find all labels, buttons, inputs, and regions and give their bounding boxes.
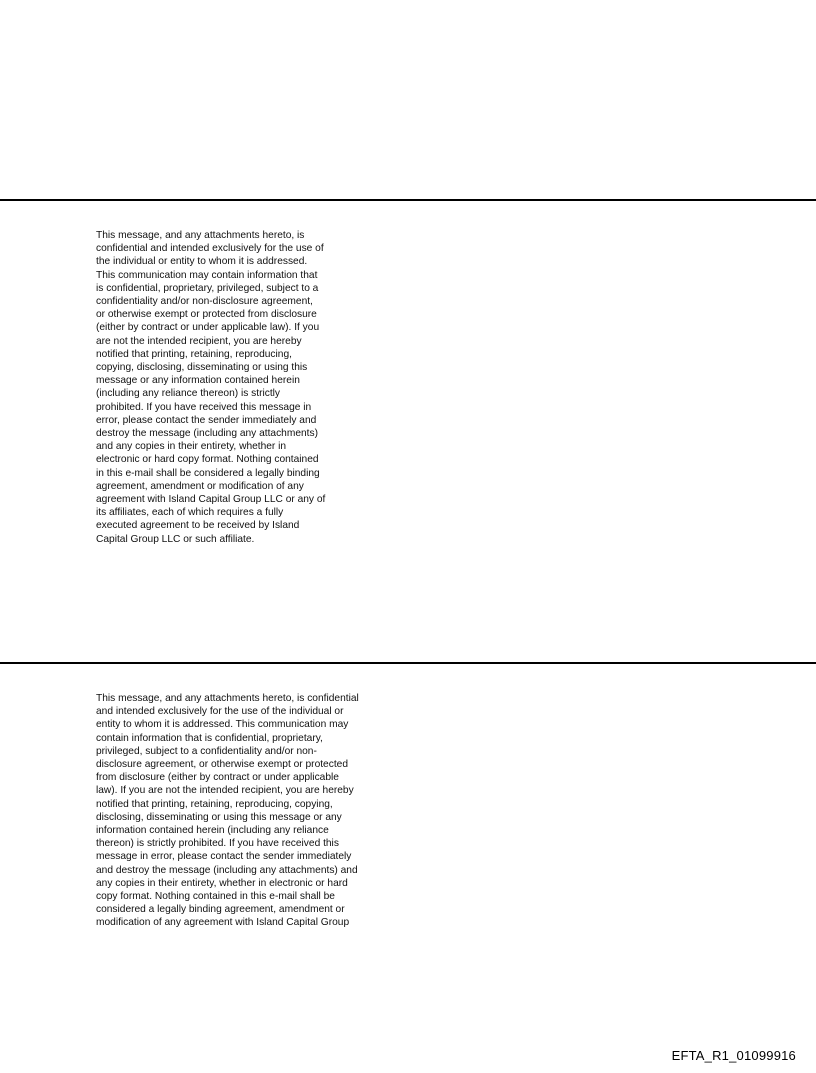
disclaimer-line: (including any reliance thereon) is strictly <box>96 388 281 400</box>
disclaimer-line: This message, and any attachments hereto, is confidential <box>96 693 359 704</box>
disclaimer-line: are not the intended recipient, you are hereby <box>96 335 302 347</box>
disclaimer-line: privileged, subject to a confidentiality and/or non- <box>96 745 317 757</box>
disclaimer-line: electronic or hard copy format. Nothing contained <box>96 454 319 466</box>
disclaimer-line: message or any information contained herein <box>96 375 300 387</box>
disclaimer-line: or otherwise exempt or protected from disclosure <box>96 309 317 321</box>
disclaimer-line: confidentiality and/or non-disclosure agreement, <box>96 296 313 308</box>
disclaimer-line: copy format. Nothing contained in this e-mail shall be <box>96 891 335 903</box>
disclaimer-line: any copies in their entirety, whether in electronic or hard <box>96 877 348 889</box>
disclaimer-line: and intended exclusively for the use of the individual or <box>96 706 344 718</box>
confidentiality-disclaimer <box>96 692 359 930</box>
disclaimer-line: prohibited. If you have received this message in <box>96 401 312 413</box>
disclaimer-line: destroy the message (including any attachments) <box>96 428 318 440</box>
disclaimer-line: is confidential, proprietary, privileged, subject to a <box>96 282 319 294</box>
disclaimer-line: (either by contract or under applicable law). If you <box>96 322 320 334</box>
disclaimer-line: considered a legally binding agreement, amendment or <box>96 904 345 916</box>
disclaimer-line: copying, disclosing, disseminating or using this <box>96 362 308 374</box>
disclaimer-line: disclosing, disseminating or using this message or any <box>96 811 342 823</box>
disclaimer-line: This communication may contain information that <box>96 269 318 281</box>
disclaimer-line: the individual or entity to whom it is addressed. <box>96 256 308 268</box>
disclaimer-line: agreement, amendment or modification of any <box>96 480 304 492</box>
disclaimer-line: message in error, please contact the sender immediately <box>96 851 352 863</box>
disclaimer-line: error, please contact the sender immediately and <box>96 414 317 426</box>
disclaimer-line: thereon) is strictly prohibited. If you have received this <box>96 838 339 850</box>
disclaimer-line: its affiliates, each of which requires a fully <box>96 507 284 519</box>
disclaimer-line: confidential and intended exclusively for the use of <box>96 243 324 255</box>
confidentiality-disclaimer <box>96 229 325 546</box>
disclaimer-line: in this e-mail shall be considered a legally binding <box>96 467 320 479</box>
disclaimer-line: notified that printing, retaining, reproducing, <box>96 348 292 360</box>
disclaimer-line: law). If you are not the intended recipient, you are hereby <box>96 785 354 797</box>
disclaimer-line: entity to whom it is addressed. This communication may <box>96 719 349 731</box>
disclaimer-line: information contained herein (including any reliance <box>96 825 329 837</box>
disclaimer-line: disclosure agreement, or otherwise exempt or protected <box>96 759 348 771</box>
disclaimer-line: and any copies in their entirety, whether in <box>96 441 287 453</box>
disclaimer-line: from disclosure (either by contract or under applicable <box>96 772 339 784</box>
disclaimer-line: modification of any agreement with Island Capital Group <box>96 917 350 929</box>
section-divider <box>0 199 816 201</box>
disclaimer-line: agreement with Island Capital Group LLC or any of <box>96 494 326 506</box>
section-divider <box>0 662 816 664</box>
disclaimer-line: notified that printing, retaining, reproducing, copying, <box>96 798 333 810</box>
disclaimer-line: executed agreement to be received by Island <box>96 520 300 532</box>
disclaimer-line: This message, and any attachments hereto, is <box>96 230 305 241</box>
disclaimer-line: Capital Group LLC or such affiliate. <box>96 533 255 545</box>
disclaimer-line: contain information that is confidential, proprietary, <box>96 732 323 744</box>
document-id: EFTA_R1_01099916 <box>671 1048 796 1063</box>
disclaimer-line: and destroy the message (including any attachments) and <box>96 864 358 876</box>
